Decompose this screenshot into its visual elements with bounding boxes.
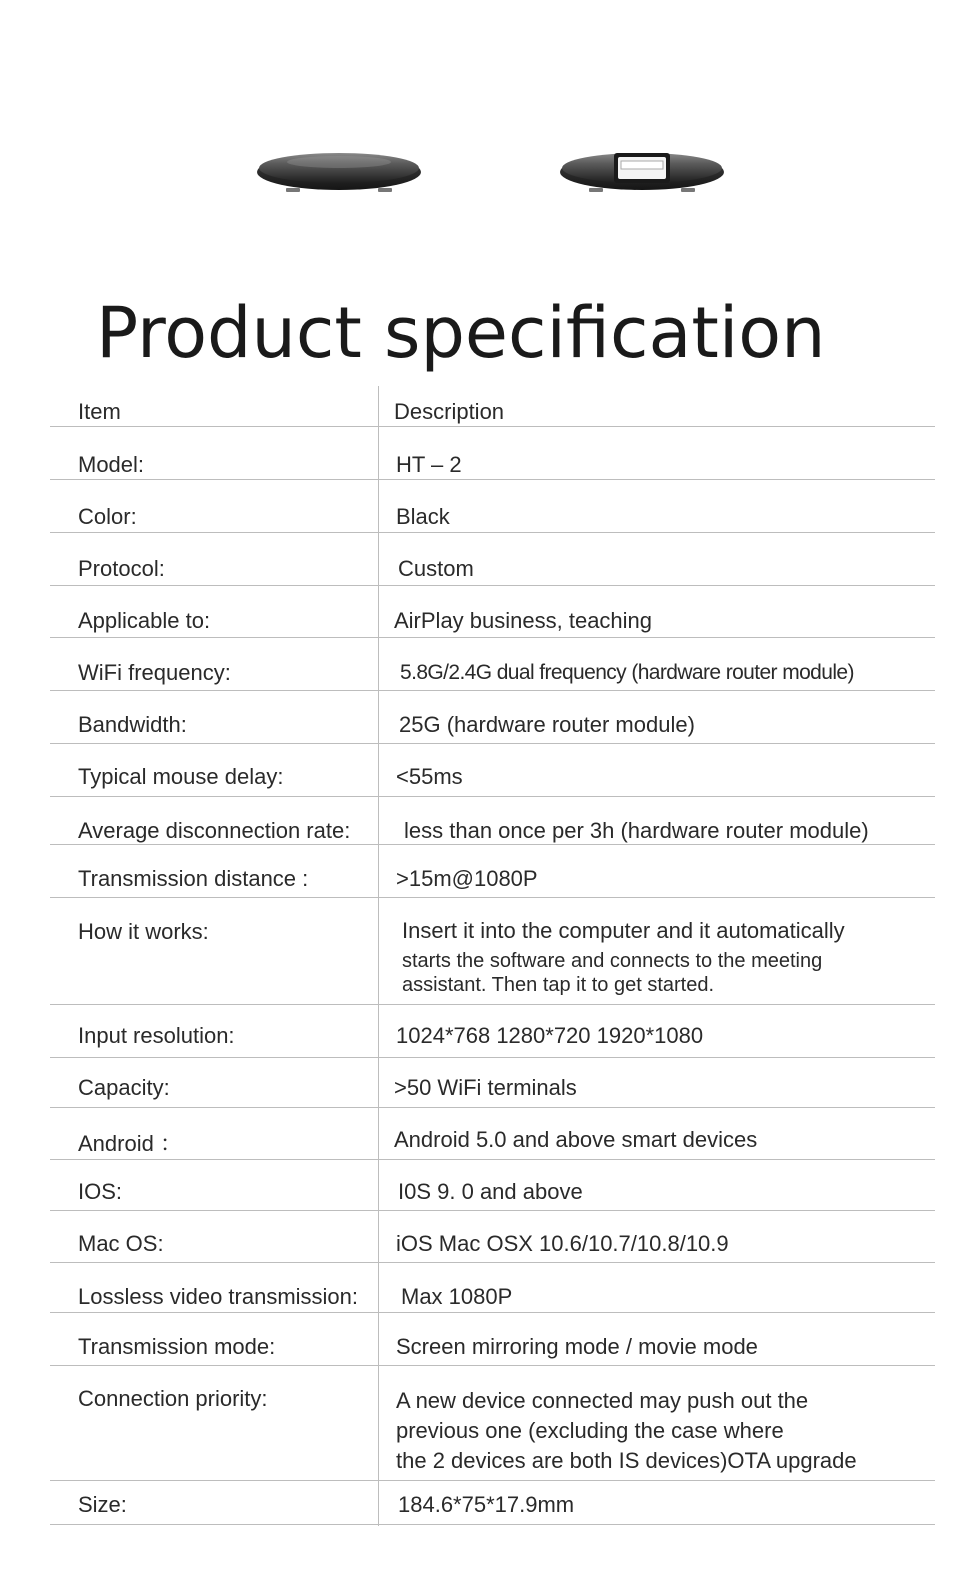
- row-value: 1024*768 1280*720 1920*1080: [396, 1023, 704, 1048]
- table-row: [50, 1366, 935, 1481]
- row-value: AirPlay business, teaching: [394, 608, 653, 633]
- row-label: Mac OS:: [78, 1231, 164, 1256]
- row-value: Max 1080P: [401, 1284, 513, 1309]
- row-label: Bandwidth:: [78, 712, 187, 737]
- table-row: [50, 1211, 935, 1263]
- row-value: >15m@1080P: [396, 866, 538, 891]
- row-label: Average disconnection rate:: [78, 818, 351, 843]
- row-value-line: A new device connected may push out the: [396, 1388, 809, 1413]
- row-value: Black: [396, 504, 450, 529]
- row-value-line: previous one (excluding the case where: [396, 1418, 784, 1443]
- table-row: [50, 797, 935, 845]
- row-label: Connection priority:: [78, 1386, 268, 1411]
- table-row: [50, 480, 935, 533]
- row-label: Protocol:: [78, 556, 165, 581]
- table-row: [50, 898, 935, 1005]
- row-value: >50 WiFi terminals: [394, 1075, 577, 1100]
- table-row: [50, 533, 935, 586]
- row-label: Lossless video transmission:: [78, 1284, 359, 1309]
- table-row: [50, 1160, 935, 1211]
- table-row: [50, 744, 935, 797]
- row-value-line: Insert it into the computer and it automatically: [402, 918, 845, 943]
- device-usb-view-image: [559, 148, 725, 196]
- row-label: Color:: [78, 504, 137, 529]
- row-value: Android 5.0 and above smart devices: [394, 1127, 758, 1152]
- row-value: Custom: [398, 556, 474, 581]
- spec-table: [50, 386, 935, 1525]
- row-value: 184.6*75*17.9mm: [398, 1492, 575, 1517]
- row-label: Applicable to:: [78, 608, 211, 633]
- row-value-multiline: [402, 918, 845, 997]
- row-value-line: starts the software and connects to the meeting: [402, 950, 823, 972]
- header-item: Item: [78, 399, 121, 424]
- row-label: Capacity:: [78, 1075, 170, 1100]
- row-label: WiFi frequency:: [78, 660, 231, 685]
- page-title: Product specification: [96, 292, 826, 374]
- product-images: [0, 140, 980, 210]
- table-row: [50, 845, 935, 898]
- table-row: [50, 586, 935, 638]
- header-description: Description: [394, 399, 505, 424]
- row-value: HT – 2: [396, 452, 462, 477]
- table-row: [50, 1005, 935, 1058]
- row-value: Screen mirroring mode / movie mode: [396, 1334, 758, 1359]
- row-value: 25G (hardware router module): [399, 712, 695, 737]
- table-row: [50, 1108, 935, 1160]
- row-value-line: the 2 devices are both IS devices)OTA upgrade: [396, 1448, 857, 1473]
- table-row: [50, 638, 935, 691]
- row-label: Transmission distance :: [78, 866, 309, 891]
- table-row: [50, 1313, 935, 1366]
- table-row: [50, 1481, 935, 1525]
- row-value: <55ms: [396, 764, 463, 789]
- table-row: [50, 427, 935, 480]
- row-label: Android ：: [78, 1131, 182, 1156]
- table-row: [50, 691, 935, 744]
- row-label: Transmission mode:: [78, 1334, 276, 1359]
- row-label: Typical mouse delay:: [78, 764, 284, 789]
- table-header-row: [50, 386, 935, 427]
- row-value: iOS Mac OSX 10.6/10.7/10.8/10.9: [396, 1231, 729, 1256]
- table-row: [50, 1263, 935, 1313]
- row-label: Size:: [78, 1492, 127, 1517]
- row-value: I0S 9. 0 and above: [398, 1179, 583, 1204]
- table-row: [50, 1058, 935, 1108]
- row-label: Model:: [78, 452, 145, 477]
- row-value: 5.8G/2.4G dual frequency (hardware router module): [400, 661, 854, 684]
- row-label: How it works:: [78, 919, 209, 944]
- device-top-view-image: [256, 148, 422, 196]
- row-label: Input resolution:: [78, 1023, 235, 1048]
- row-label: IOS:: [78, 1179, 123, 1204]
- row-value: less than once per 3h (hardware router module): [404, 818, 869, 843]
- row-value-multiline: [396, 1386, 857, 1476]
- row-value-line: assistant. Then tap it to get started.: [402, 974, 715, 996]
